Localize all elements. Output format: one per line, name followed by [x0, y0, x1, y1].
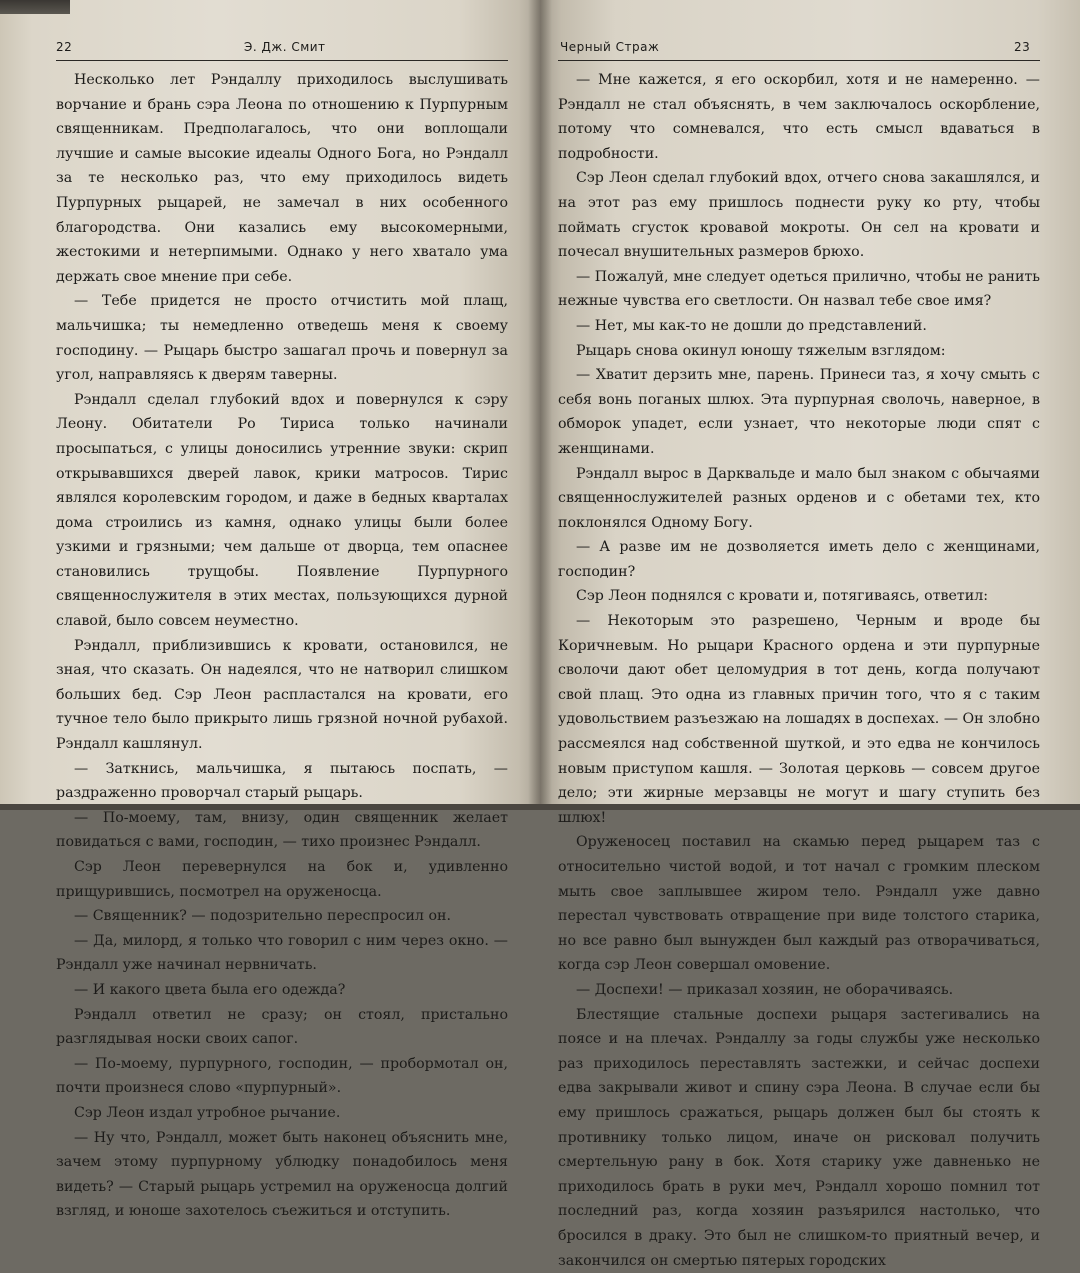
dark-corner — [0, 0, 70, 14]
paragraph: — Ну что, Рэндалл, может быть наконец объяснить мне, зачем этому пурпурному ублюдку понадобилось меня видеть? — Старый рыцарь устремил на оруженосца долгий взгляд, и юноше захотелось съежиться и отступить. — [56, 1129, 508, 1220]
paragraph: — Нет, мы как-то не дошли до представлений. — [576, 317, 927, 334]
paragraph: Сэр Леон сделал глубокий вдох, отчего снова закашлялся, и на этот раз ему пришлось поднести руку ко рту, чтобы поймать сгусток кровавой мокроты. Он сел на кровати и почесал внушительных размеров брюхо. — [558, 170, 1040, 261]
paragraph: — Доспехи! — приказал хозяин, не оборачиваясь. — [576, 981, 954, 998]
paragraph: — По-моему, пурпурного, господин, — пробормотал он, почти произнеся слово «пурпурный». — [56, 1055, 508, 1097]
paragraph: Рэндалл вырос в Дарквальде и мало был знаком с обычаями священнослужителей разных орденов и с обетами тех, кто поклонялся Одному Богу. — [558, 465, 1040, 531]
paragraph: — И какого цвета была его одежда? — [74, 981, 346, 998]
paragraph: Сэр Леон поднялся с кровати и, потягиваясь, ответил: — [576, 588, 989, 605]
paragraph: — По-моему, там, внизу, один священник желает повидаться с вами, господин, — тихо произнес Рэндалл. — [56, 809, 508, 851]
paragraph: — Да, милорд, я только что говорил с ним через окно. — Рэндалл уже начинал нервничать. — [56, 932, 508, 974]
paragraph: — Пожалуй, мне следует одеться прилично, чтобы не ранить нежные чувства его светлости. Он назвал тебе свое имя? — [558, 268, 1040, 310]
paragraph: — Хватит дерзить мне, парень. Принеси таз, я хочу смыть с себя вонь поганых шлюх. Эта пурпурная сволочь, наверное, в обморок упадет, если узнает, что некоторые люди спят с женщинами. — [558, 367, 1040, 457]
right-page-text — [558, 68, 1040, 1273]
paragraph: Блестящие стальные доспехи рыцаря застегивались на поясе и на плечах. Рэндаллу за годы службы уже несколько раз приходилось переставлять застежки, и сейчас доспехи едва закрывали живот и спину сэра Леона. В случае если бы ему пришлось сражаться, рыцарь должен был бы стоять к противнику только лицом, иначе он рисковал получить смертельную рану в бок. Хотя старику уже давненько не приходилось брать в руки меч, Рэндалл хорошо помнил тот последний раз, когда хозяин разъярился настолько, что бросился в драку. Это был не слишком-то приятный вечер, и закончился он смертью пятерых городских — [558, 1006, 1040, 1269]
paragraph: Несколько лет Рэндаллу приходилось выслушивать ворчание и брань сэра Леона по отношению к Пурпурным священникам. Предполагалось, что они воплощали лучшие и самые высокие идеалы Одного Бога, но Рэндалл за те несколько раз, что ему приходилось видеть Пурпурных рыцарей, не замечал в них особенного благородства. Они казались ему высокомерными, жестокими и нетерпимыми. Однако у него хватало ума держать свое мнение при себе. — [56, 72, 508, 285]
paragraph: Рэндалл, приблизившись к кровати, остановился, не зная, что сказать. Он надеялся, что не натворил слишком больших бед. Сэр Леон распластался на кровати, его тучное тело было прикрыто лишь грязной ночной рубахой. Рэндалл кашлянул. — [56, 637, 508, 753]
paragraph: Сэр Леон перевернулся на бок и, удивленно прищурившись, посмотрел на оруженосца. — [56, 859, 508, 900]
paragraph: Рэндалл сделал глубокий вдох и повернулся к сэру Леону. Обитатели Ро Тириса только начинали просыпаться, с улицы доносились утренние звуки: скрип открывавшихся дверей лавок, крики матросов. Тирис являлся королевским городом, и даже в бедных кварталах дома строились из камня, однако улицы были более узкими и грязными; чем дальше от дворца, тем опаснее становились трущобы. Появление Пурпурного священнослужителя в этих местах, пользующихся дурной славой, было совсем неуместно. — [56, 391, 508, 630]
page-bottom-edge — [0, 804, 1080, 810]
running-head-title: Черный Страж — [560, 40, 660, 54]
header-rule-left — [56, 60, 508, 61]
right-page — [540, 0, 1080, 1269]
header-rule-right — [558, 60, 1040, 61]
paragraph: Рыцарь снова окинул юношу тяжелым взглядом: — [576, 342, 946, 359]
paragraph: — Мне кажется, я его оскорбил, хотя и не намеренно. — Рэндалл не стал объяснять, в чем заключалось оскорбление, потому что сомневался, что есть смысл вдаваться в подробности. — [558, 72, 1040, 162]
paragraph: — А разве им не дозволяется иметь дело с женщинами, господин? — [558, 539, 1040, 580]
paragraph: Сэр Леон издал утробное рычание. — [74, 1104, 341, 1121]
paragraph: — Священник? — подозрительно переспросил он. — [74, 908, 451, 925]
paragraph: — Некоторым это разрешено, Черным и вроде бы Коричневым. Но рыцари Красного ордена и эти пурпурные сволочи дают обет целомудрия в тот день, когда получают свой плащ. Это одна из главных причин того, что я с таким удовольствием разъезжаю на лошадях в доспехах. — Он злобно рассмеялся над собственной шуткой, и это едва не кончилось новым приступом кашля. — Золотая церковь — совсем другое дело; эти жирные мерзавцы не могут и шагу ступить без шлюх! — [558, 613, 1040, 826]
paragraph: Оруженосец поставил на скамью перед рыцарем таз с относительно чистой водой, и тот начал с громким плеском мыть свое заплывшее жиром тело. Рэндалл уже давно перестал чувствовать отвращение при виде толстого старика, но все равно был вынужден был каждый раз отворачиваться, когда сэр Леон совершал омовение. — [558, 834, 1040, 974]
left-page-text — [56, 68, 508, 1224]
paragraph: — Тебе придется не просто отчистить мой плащ, мальчишка; ты немедленно отведешь меня к своему господину. — Рыцарь быстро зашагал прочь и повернул за угол, направляясь к дверям таверны. — [56, 293, 508, 384]
paragraph: Рэндалл ответил не сразу; он стоял, пристально разглядывая носки своих сапог. — [56, 1006, 508, 1048]
paragraph: — Заткнись, мальчишка, я пытаюсь поспать, — раздраженно проворчал старый рыцарь. — [56, 760, 508, 802]
running-head-author: Э. Дж. Смит — [244, 40, 326, 54]
page-number-right: 23 — [1014, 40, 1031, 54]
page-number-left: 22 — [56, 40, 73, 54]
left-page — [0, 0, 540, 1220]
